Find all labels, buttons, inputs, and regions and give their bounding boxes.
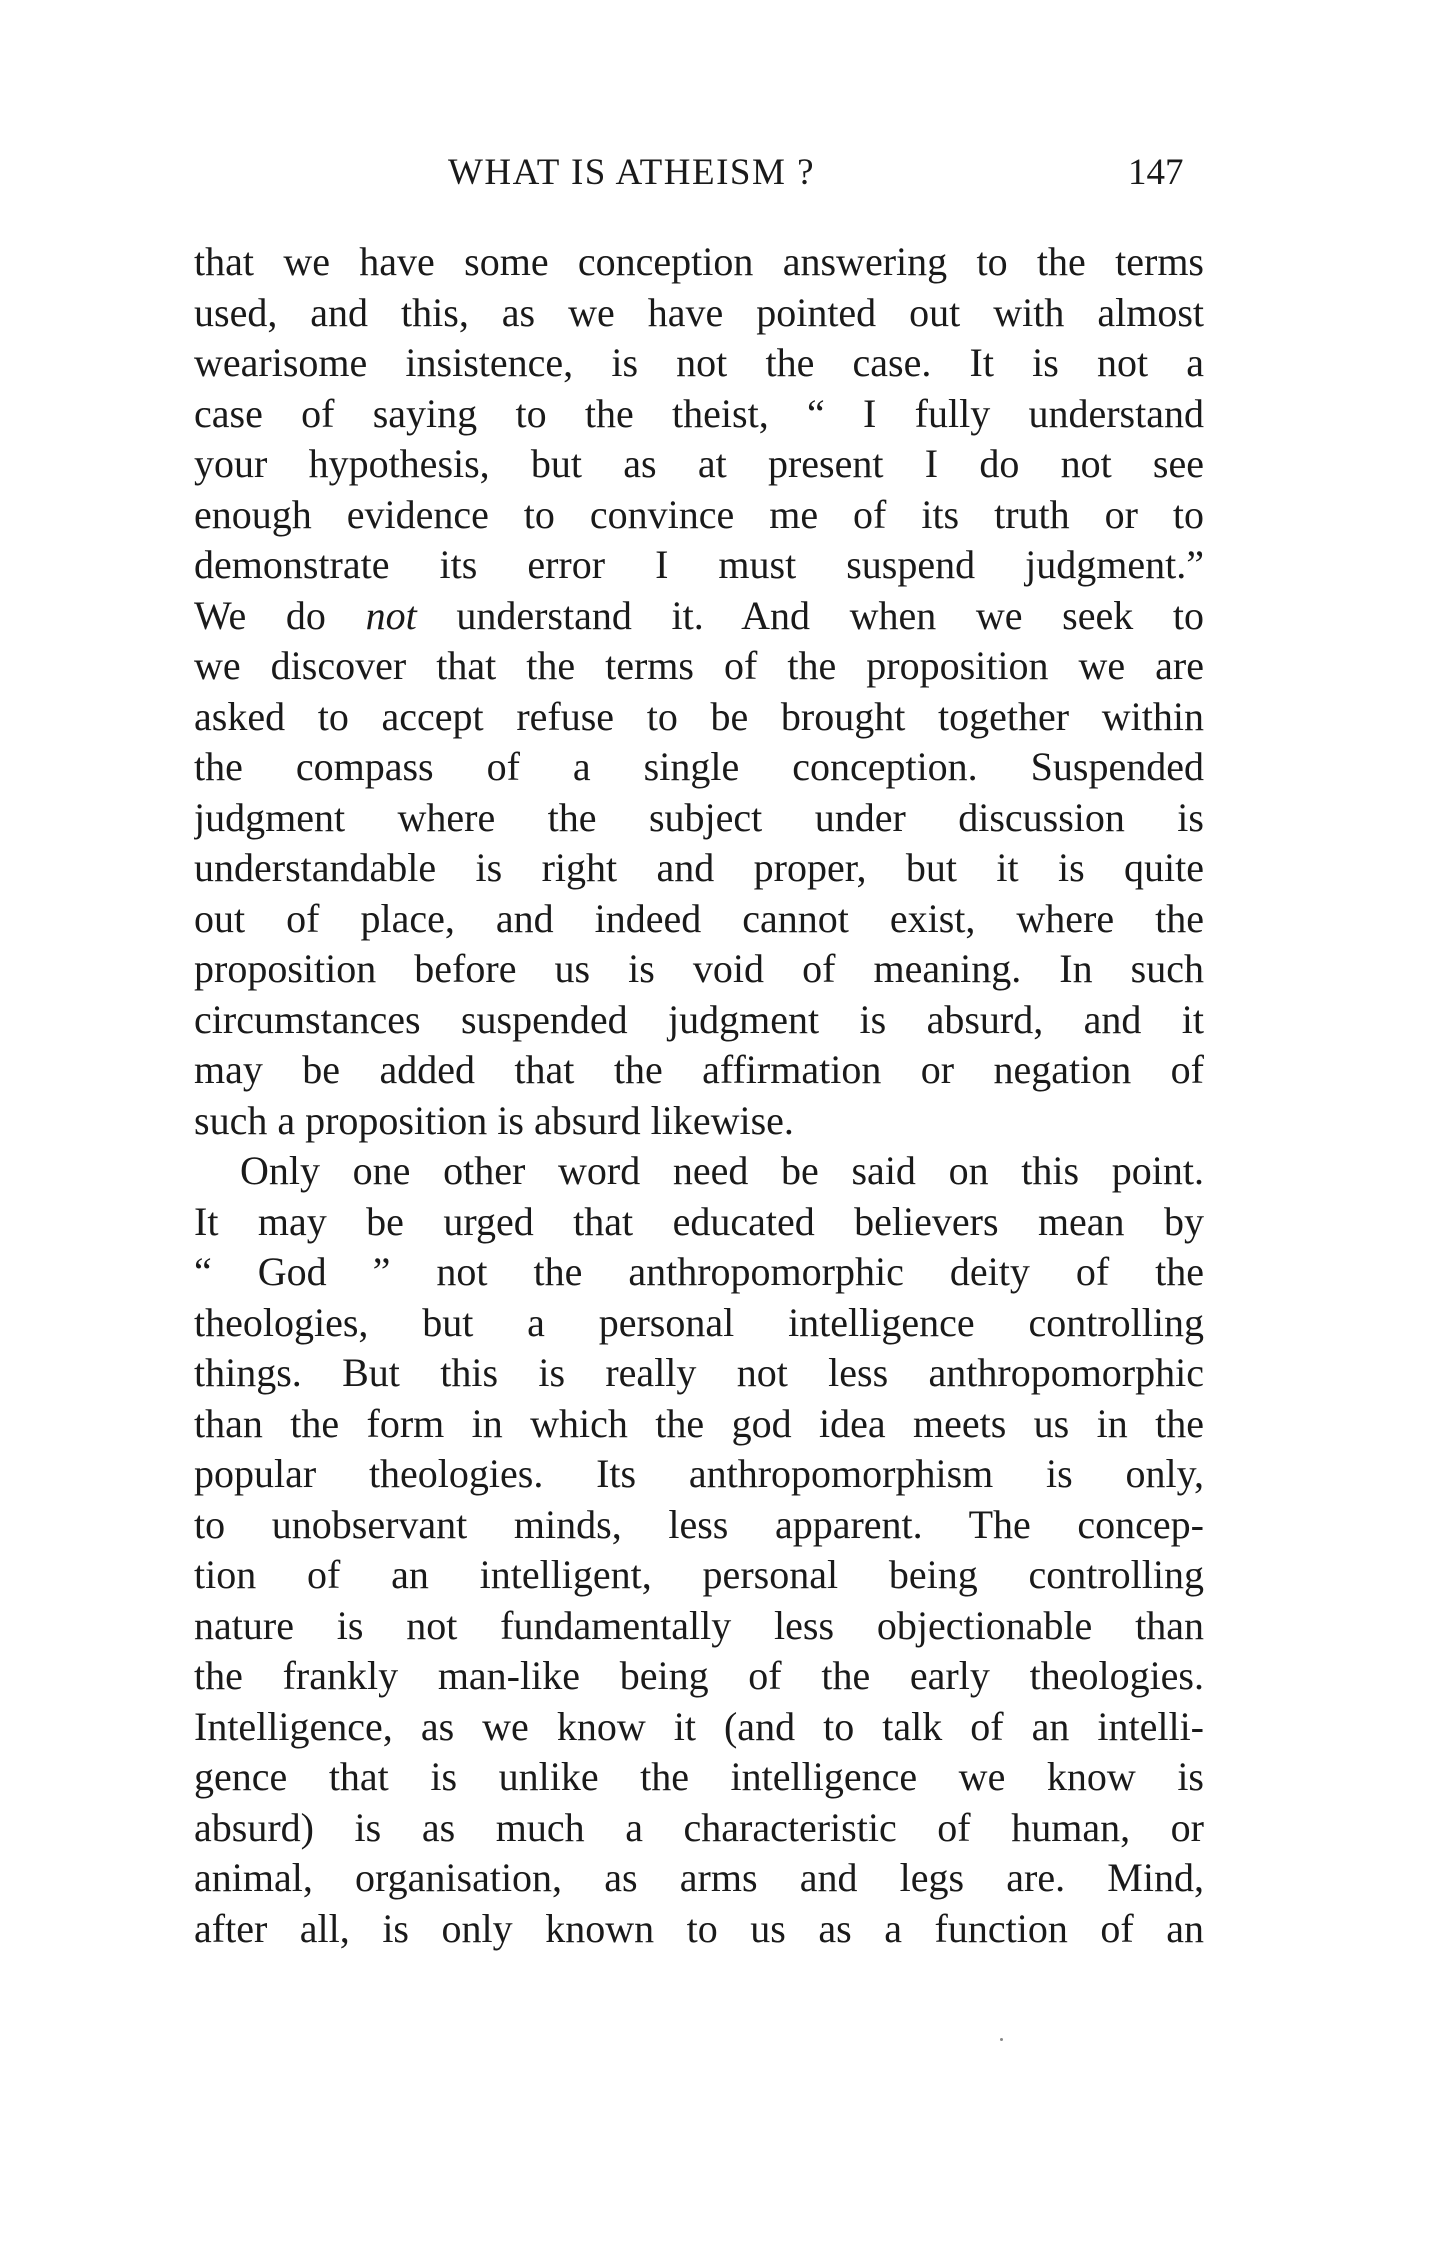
text-line: enough evidence to convince me of its truth or to [194,491,1204,537]
text-line: demonstrate its error I must suspend judgment.” [194,542,1204,587]
text-line: we discover that the terms of the proposition we are [194,643,1204,688]
text-line-with-emphasis [194,591,1204,642]
text-line: the frankly man-like being of the early theologies. [194,1653,1204,1698]
emphasis-italic: not [365,592,417,638]
page-number: 147 [1128,152,1184,193]
text-line: that we have some conception answering to the terms [194,239,1204,284]
text-line: may be added that the affirmation or negation of [194,1047,1204,1092]
text-line: things. But this is really not less anthropomorphic [194,1350,1204,1395]
text-line: It may be urged that educated believers mean by [194,1198,1204,1244]
text-line: asked to accept refuse to be brought together within [194,693,1204,739]
text-line: than the form in which the god idea meets us in the [194,1400,1204,1446]
text-line: proposition before us is void of meaning. In such [194,946,1204,991]
running-head [0,148,1445,198]
text-line: to unobservant minds, less apparent. The concep- [194,1501,1204,1547]
text-line: after all, is only known to us as a function of an [194,1905,1204,1951]
emphasis-after: understand it. And when we seek to [416,592,1204,638]
text-line: Only one other word need be said on this point. [240,1148,1204,1193]
text-line: absurd) is as much a characteristic of human, or [194,1804,1204,1850]
text-line: the compass of a single conception. Suspended [194,744,1204,789]
text-line: nature is not fundamentally less objectionable than [194,1602,1204,1648]
text-line: tion of an intelligent, personal being controlling [194,1552,1204,1597]
text-line: out of place, and indeed cannot exist, where the [194,895,1204,941]
text-line: used, and this, as we have pointed out with almost [194,289,1204,335]
text-line: wearisome insistence, is not the case. It is not a [194,340,1204,385]
text-line: case of saying to the theist, “ I fully understand [194,390,1204,436]
text-line: judgment where the subject under discussion is [194,794,1204,840]
text-line: theologies, but a personal intelligence controlling [194,1299,1204,1345]
text-line: Intelligence, as we know it (and to talk of an intelli- [194,1703,1204,1749]
ink-speck [1000,2038,1003,2041]
emphasis-before: We do [194,592,366,638]
text-line: your hypothesis, but as at present I do not see [194,441,1204,486]
text-line: gence that is unlike the intelligence we know is [194,1754,1204,1799]
body-text [194,237,1204,1954]
running-head-title: WHAT IS ATHEISM ? [448,152,816,193]
text-line: “ God ” not the anthropomorphic deity of the [194,1249,1204,1294]
text-line: animal, organisation, as arms and legs are. Mind, [194,1855,1204,1900]
text-line: circumstances suspended judgment is absurd, and it [194,996,1204,1042]
text-line: popular theologies. Its anthropomorphism is only, [194,1451,1204,1496]
text-line: understandable is right and proper, but it is quite [194,845,1204,890]
text-line: such a proposition is absurd likewise. [194,1097,794,1143]
